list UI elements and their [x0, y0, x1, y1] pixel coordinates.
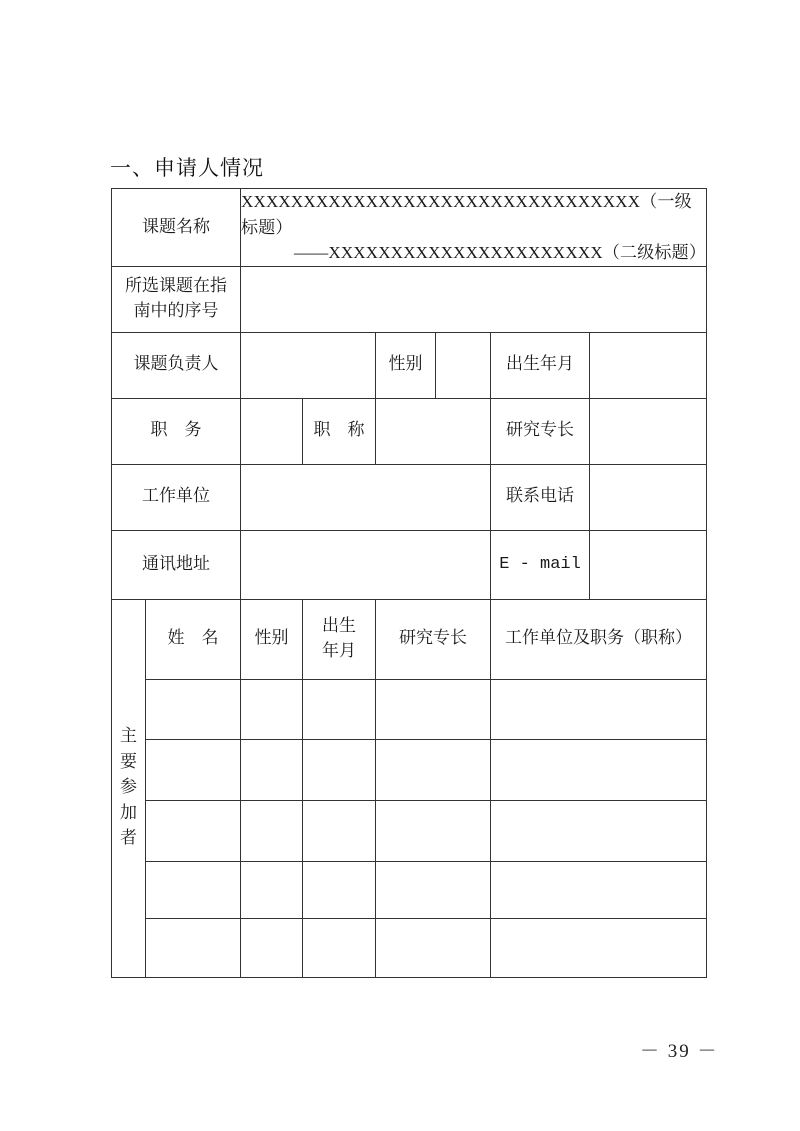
workplace-field[interactable] — [241, 464, 491, 530]
participant-name-cell[interactable] — [146, 739, 241, 800]
participants-side-char: 要 — [120, 751, 137, 772]
specialty-label: 研究专长 — [491, 398, 590, 464]
participant-gender-cell[interactable] — [241, 679, 303, 739]
participant-workplace-cell[interactable] — [491, 800, 707, 861]
position-row — [112, 398, 707, 464]
participant-birth-cell[interactable] — [303, 739, 376, 800]
participant-birth-cell[interactable] — [303, 679, 376, 739]
participant-workplace-cell[interactable] — [491, 861, 707, 918]
guide-index-label-line1: 所选课题在指 — [125, 275, 227, 296]
participant-row — [112, 679, 707, 739]
email-field[interactable] — [590, 530, 707, 599]
workplace-row — [112, 464, 707, 530]
title-field[interactable] — [376, 398, 491, 464]
position-label: 职 务 — [112, 398, 241, 464]
phone-field[interactable] — [590, 464, 707, 530]
participants-header-row — [112, 599, 707, 679]
participant-row — [112, 739, 707, 800]
participant-specialty-cell[interactable] — [376, 800, 491, 861]
section-title: 一、申请人情况 — [110, 156, 264, 180]
col-header-birth — [303, 599, 376, 679]
participant-workplace-cell[interactable] — [491, 679, 707, 739]
participant-name-cell[interactable] — [146, 679, 241, 739]
guide-index-row — [112, 266, 707, 332]
participant-row — [112, 800, 707, 861]
col-header-specialty: 研究专长 — [376, 599, 491, 679]
participant-name-cell[interactable] — [146, 800, 241, 861]
phone-label: 联系电话 — [491, 464, 590, 530]
leader-field[interactable] — [241, 332, 376, 398]
position-field[interactable] — [241, 398, 303, 464]
leader-gender-label: 性别 — [376, 332, 436, 398]
guide-index-field[interactable] — [241, 266, 707, 332]
participant-gender-cell[interactable] — [241, 918, 303, 977]
leader-row — [112, 332, 707, 398]
topic-name-label: 课题名称 — [112, 189, 241, 267]
workplace-label: 工作单位 — [112, 464, 241, 530]
col-header-birth-line2: 年月 — [322, 641, 356, 661]
participant-birth-cell[interactable] — [303, 800, 376, 861]
address-row — [112, 530, 707, 599]
participant-specialty-cell[interactable] — [376, 739, 491, 800]
participant-name-cell[interactable] — [146, 918, 241, 977]
participants-side-char: 加 — [120, 802, 137, 823]
leader-birth-field[interactable] — [590, 332, 707, 398]
participant-row — [112, 861, 707, 918]
col-header-name: 姓 名 — [146, 599, 241, 679]
col-header-gender: 性别 — [241, 599, 303, 679]
participant-gender-cell[interactable] — [241, 800, 303, 861]
participant-row — [112, 918, 707, 977]
participants-side-char: 者 — [120, 828, 137, 849]
col-header-birth-line1: 出生 — [322, 615, 356, 636]
leader-label: 课题负责人 — [112, 332, 241, 398]
participants-side-char: 主 — [120, 726, 137, 747]
participant-specialty-cell[interactable] — [376, 918, 491, 977]
leader-birth-label: 出生年月 — [491, 332, 590, 398]
title-label: 职 称 — [303, 398, 376, 464]
participant-gender-cell[interactable] — [241, 861, 303, 918]
participant-workplace-cell[interactable] — [491, 739, 707, 800]
topic-name-row — [112, 189, 707, 267]
leader-gender-field[interactable] — [436, 332, 491, 398]
guide-index-label-line2: 南中的序号 — [133, 301, 219, 321]
topic-name-field[interactable] — [241, 189, 707, 267]
col-header-workplace-title: 工作单位及职务（职称） — [491, 599, 707, 679]
address-field[interactable] — [241, 530, 491, 599]
participants-side-char: 参 — [120, 777, 137, 798]
topic-secondary-title: ——XXXXXXXXXXXXXXXXXXXXXX（二级标题） — [293, 243, 707, 262]
address-label: 通讯地址 — [112, 530, 241, 599]
participant-specialty-cell[interactable] — [376, 861, 491, 918]
participant-birth-cell[interactable] — [303, 918, 376, 977]
participant-specialty-cell[interactable] — [376, 679, 491, 739]
participants-side-label — [112, 599, 146, 977]
email-label: E - mail — [491, 530, 590, 599]
guide-index-label — [112, 266, 241, 332]
specialty-field[interactable] — [590, 398, 707, 464]
participant-workplace-cell[interactable] — [491, 918, 707, 977]
participant-name-cell[interactable] — [146, 861, 241, 918]
topic-primary-title: XXXXXXXXXXXXXXXXXXXXXXXXXXXXXXXX（一级标题） — [241, 192, 692, 237]
applicant-form-table — [111, 188, 707, 978]
participant-birth-cell[interactable] — [303, 861, 376, 918]
page-number: － 39 － — [640, 1041, 719, 1062]
participant-gender-cell[interactable] — [241, 739, 303, 800]
